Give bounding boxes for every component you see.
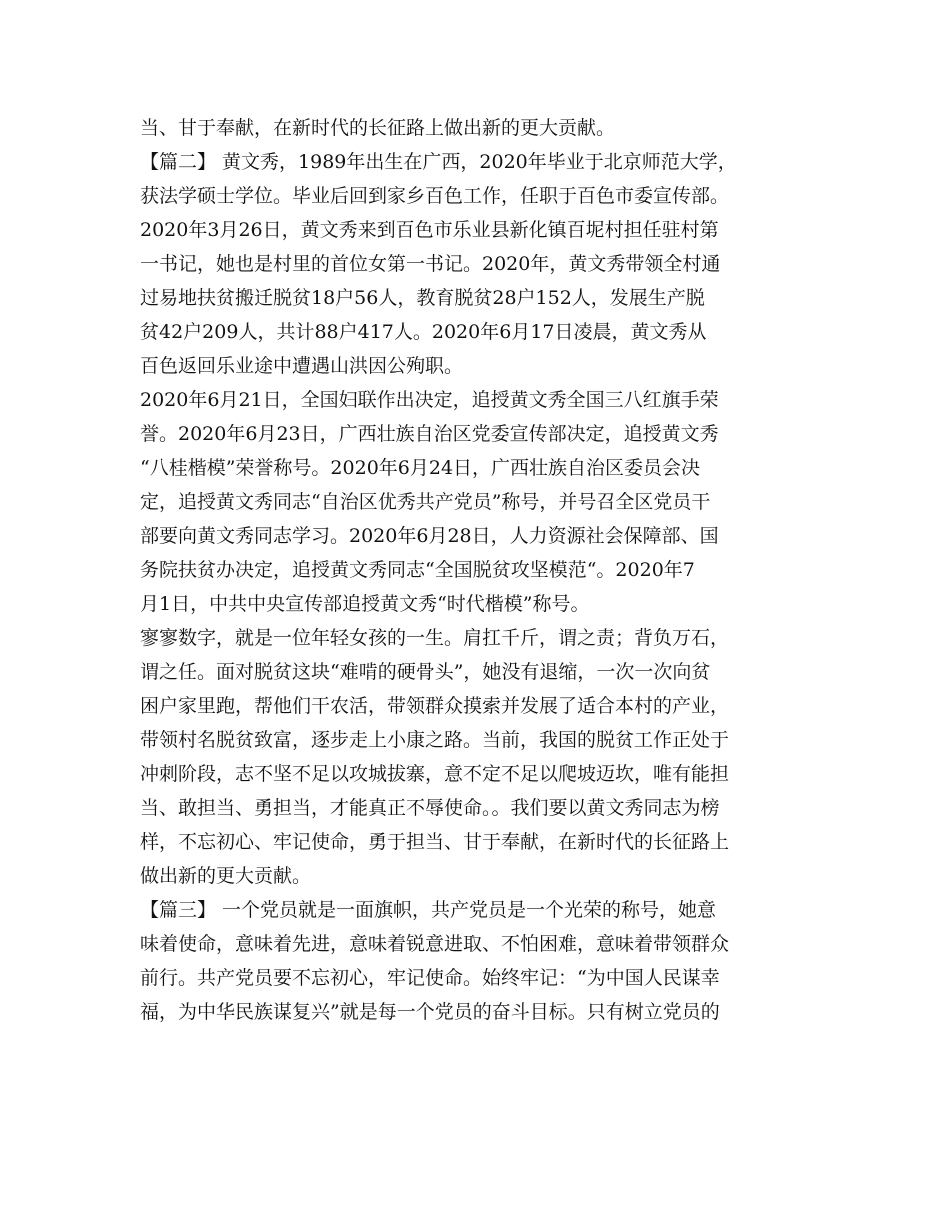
text-line: 做出新的更大贡献。 — [140, 865, 312, 887]
text-line: 务院扶贫办决定，追授黄文秀同志“全国脱贫攻坚模范“。2020年7 — [140, 559, 695, 581]
text-line: 百色返回乐业途中遭遇山洪因公殉职。 — [140, 355, 464, 377]
text-line: 谓之任。面对脱贫这块“难啃的硬骨头”，她没有退缩，一次一次向贫 — [140, 661, 711, 683]
text-line: 味着使命，意味着先进，意味着锐意进取、不怕困难，意味着带领群众 — [140, 933, 730, 955]
text-line: 贫42户209人，共计88户417人。2020年6月17日凌晨，黄文秀从 — [140, 321, 707, 343]
text-line: 当、甘于奉献，在新时代的长征路上做出新的更大贡献。 — [140, 117, 616, 139]
text-line: 【篇三】 一个党员就是一面旗帜，共产党员是一个光荣的称号，她意 — [140, 899, 717, 921]
text-line: 冲刺阶段，志不坚不足以攻城拔寨，意不定不足以爬坡迈坎，唯有能担 — [140, 763, 730, 785]
text-line: 困户家里跑，帮他们干农活，带领群众摸索并发展了适合本村的产业， — [140, 695, 730, 717]
text-line: 定，追授黄文秀同志“自治区优秀共产党员”称号，并号召全区党员干 — [140, 491, 711, 513]
text-line: 寥寥数字，就是一位年轻女孩的一生。肩扛千斤，谓之责；背负万石， — [140, 627, 730, 649]
text-line: 月1日，中共中央宣传部追授黄文秀“时代楷模”称号。 — [140, 593, 590, 615]
text-line: 样，不忘初心、牢记使命，勇于担当、甘于奉献，在新时代的长征路上 — [140, 831, 730, 853]
text-line: 前行。共产党员要不忘初心，牢记使命。始终牢记：“为中国人民谋幸 — [140, 967, 720, 989]
text-line: 2020年6月21日，全国妇联作出决定，追授黄文秀全国三八红旗手荣 — [140, 389, 719, 411]
text-line: 2020年3月26日，黄文秀来到百色市乐业县新化镇百坭村担任驻村第 — [140, 219, 719, 241]
text-line: 获法学硕士学位。毕业后回到家乡百色工作，任职于百色市委宣传部。 — [140, 185, 730, 207]
text-line: “八桂楷模”荣誉称号。2020年6月24日，广西壮族自治区委员会决 — [140, 457, 701, 479]
text-line: 带领村名脱贫致富，逐步走上小康之路。当前，我国的脱贫工作正处于 — [140, 729, 730, 751]
text-line: 当、敢担当、勇担当，才能真正不辱使命。。我们要以黄文秀同志为榜 — [140, 797, 720, 819]
text-line: 【篇二】 黄文秀，1989年出生在广西，2020年毕业于北京师范大学， — [140, 151, 737, 173]
text-line: 一书记，她也是村里的首位女第一书记。2020年，黄文秀带领全村通 — [140, 253, 721, 275]
text-line: 部要向黄文秀同志学习。2020年6月28日，人力资源社会保障部、国 — [140, 525, 719, 547]
text-line: 福，为中华民族谋复兴”就是每一个党员的奋斗目标。只有树立党员的 — [140, 1001, 720, 1023]
text-line: 过易地扶贫搬迁脱贫18户56人，教育脱贫28户152人，发展生产脱 — [140, 287, 705, 309]
text-line: 誉。2020年6月23日，广西壮族自治区党委宣传部决定，追授黄文秀 — [140, 423, 719, 445]
